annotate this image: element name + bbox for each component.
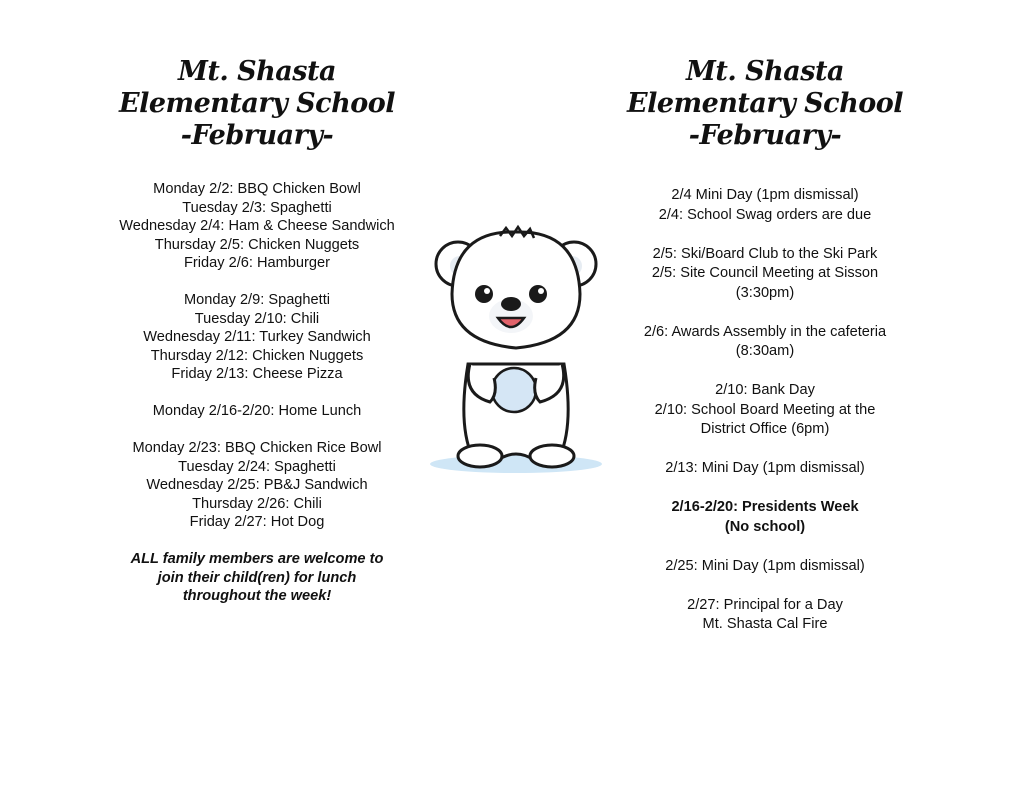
events-list bbox=[620, 186, 910, 635]
event-line: 2/4: School Swag orders are due bbox=[658, 206, 872, 223]
lunch-menu-list bbox=[112, 180, 402, 606]
menu-item: Monday 2/9: Spaghetti bbox=[183, 292, 331, 308]
title-line: Mt. Shasta bbox=[178, 56, 336, 87]
event-line: 2/10: Bank Day bbox=[715, 382, 815, 398]
title-line: Elementary School bbox=[118, 88, 395, 119]
menu-item: Monday 2/23: BBQ Chicken Rice Bowl bbox=[132, 440, 382, 456]
lunch-menu-title bbox=[112, 56, 402, 152]
family-lunch-note bbox=[112, 550, 402, 606]
event-line: 2/25: Mini Day (1pm dismissal) bbox=[665, 557, 865, 574]
events-title bbox=[620, 56, 910, 152]
title-line: Elementary School bbox=[626, 88, 903, 119]
menu-item: Monday 2/2: BBQ Chicken Bowl bbox=[153, 181, 361, 197]
events-column bbox=[620, 56, 910, 654]
event-line: 2/6: Awards Assembly in the cafeteria bbox=[643, 323, 887, 340]
event-line: District Office (6pm) bbox=[700, 421, 830, 437]
event-block bbox=[620, 596, 910, 635]
menu-item: Thursday 2/5: Chicken Nuggets bbox=[154, 236, 360, 253]
event-block bbox=[620, 245, 910, 304]
event-line: 2/4 Mini Day (1pm dismissal) bbox=[671, 187, 859, 203]
event-line: Mt. Shasta Cal Fire bbox=[702, 616, 828, 632]
event-block bbox=[620, 557, 910, 577]
menu-week bbox=[112, 439, 402, 532]
note-line: ALL family members are welcome to bbox=[130, 551, 384, 567]
title-line: Mt. Shasta bbox=[686, 56, 844, 87]
event-line: 2/5: Site Council Meeting at Sisson bbox=[651, 265, 879, 281]
menu-item: Friday 2/13: Cheese Pizza bbox=[171, 366, 343, 382]
event-line: 2/10: School Board Meeting at the bbox=[654, 401, 876, 418]
menu-item: Thursday 2/26: Chili bbox=[192, 495, 322, 512]
menu-week bbox=[112, 291, 402, 384]
event-block bbox=[620, 381, 910, 440]
event-line: 2/27: Principal for a Day bbox=[687, 596, 843, 613]
menu-item: Wednesday 2/4: Ham & Cheese Sandwich bbox=[119, 218, 395, 234]
title-line: -February- bbox=[688, 120, 842, 151]
event-line: 2/5: Ski/Board Club to the Ski Park bbox=[652, 245, 878, 262]
menu-item: Tuesday 2/3: Spaghetti bbox=[182, 199, 332, 216]
event-block bbox=[620, 459, 910, 479]
menu-item: Tuesday 2/10: Chili bbox=[194, 310, 320, 327]
title-line: -February- bbox=[180, 120, 334, 151]
menu-item: Friday 2/6: Hamburger bbox=[184, 255, 330, 271]
event-block bbox=[620, 323, 910, 362]
event-line: 2/13: Mini Day (1pm dismissal) bbox=[665, 460, 865, 476]
note-line: join their child(ren) for lunch bbox=[157, 569, 357, 586]
event-line: 2/16-2/20: Presidents Week bbox=[671, 499, 859, 515]
menu-item: Wednesday 2/11: Turkey Sandwich bbox=[143, 329, 371, 345]
menu-item: Friday 2/27: Hot Dog bbox=[189, 514, 325, 530]
event-line: (No school) bbox=[724, 518, 806, 535]
lunch-menu-column bbox=[112, 56, 402, 606]
event-line: (3:30pm) bbox=[735, 284, 795, 301]
menu-week bbox=[112, 402, 402, 421]
menu-week bbox=[112, 180, 402, 273]
event-line: (8:30am) bbox=[735, 343, 795, 359]
event-block-presidents-week bbox=[620, 498, 910, 537]
note-line: throughout the week! bbox=[182, 588, 332, 604]
polar-bear-illustration bbox=[428, 224, 608, 480]
menu-item: Tuesday 2/24: Spaghetti bbox=[178, 458, 336, 475]
menu-item: Thursday 2/12: Chicken Nuggets bbox=[150, 347, 364, 364]
event-block bbox=[620, 186, 910, 225]
menu-item: Monday 2/16-2/20: Home Lunch bbox=[152, 403, 362, 419]
menu-item: Wednesday 2/25: PB&J Sandwich bbox=[146, 477, 368, 493]
